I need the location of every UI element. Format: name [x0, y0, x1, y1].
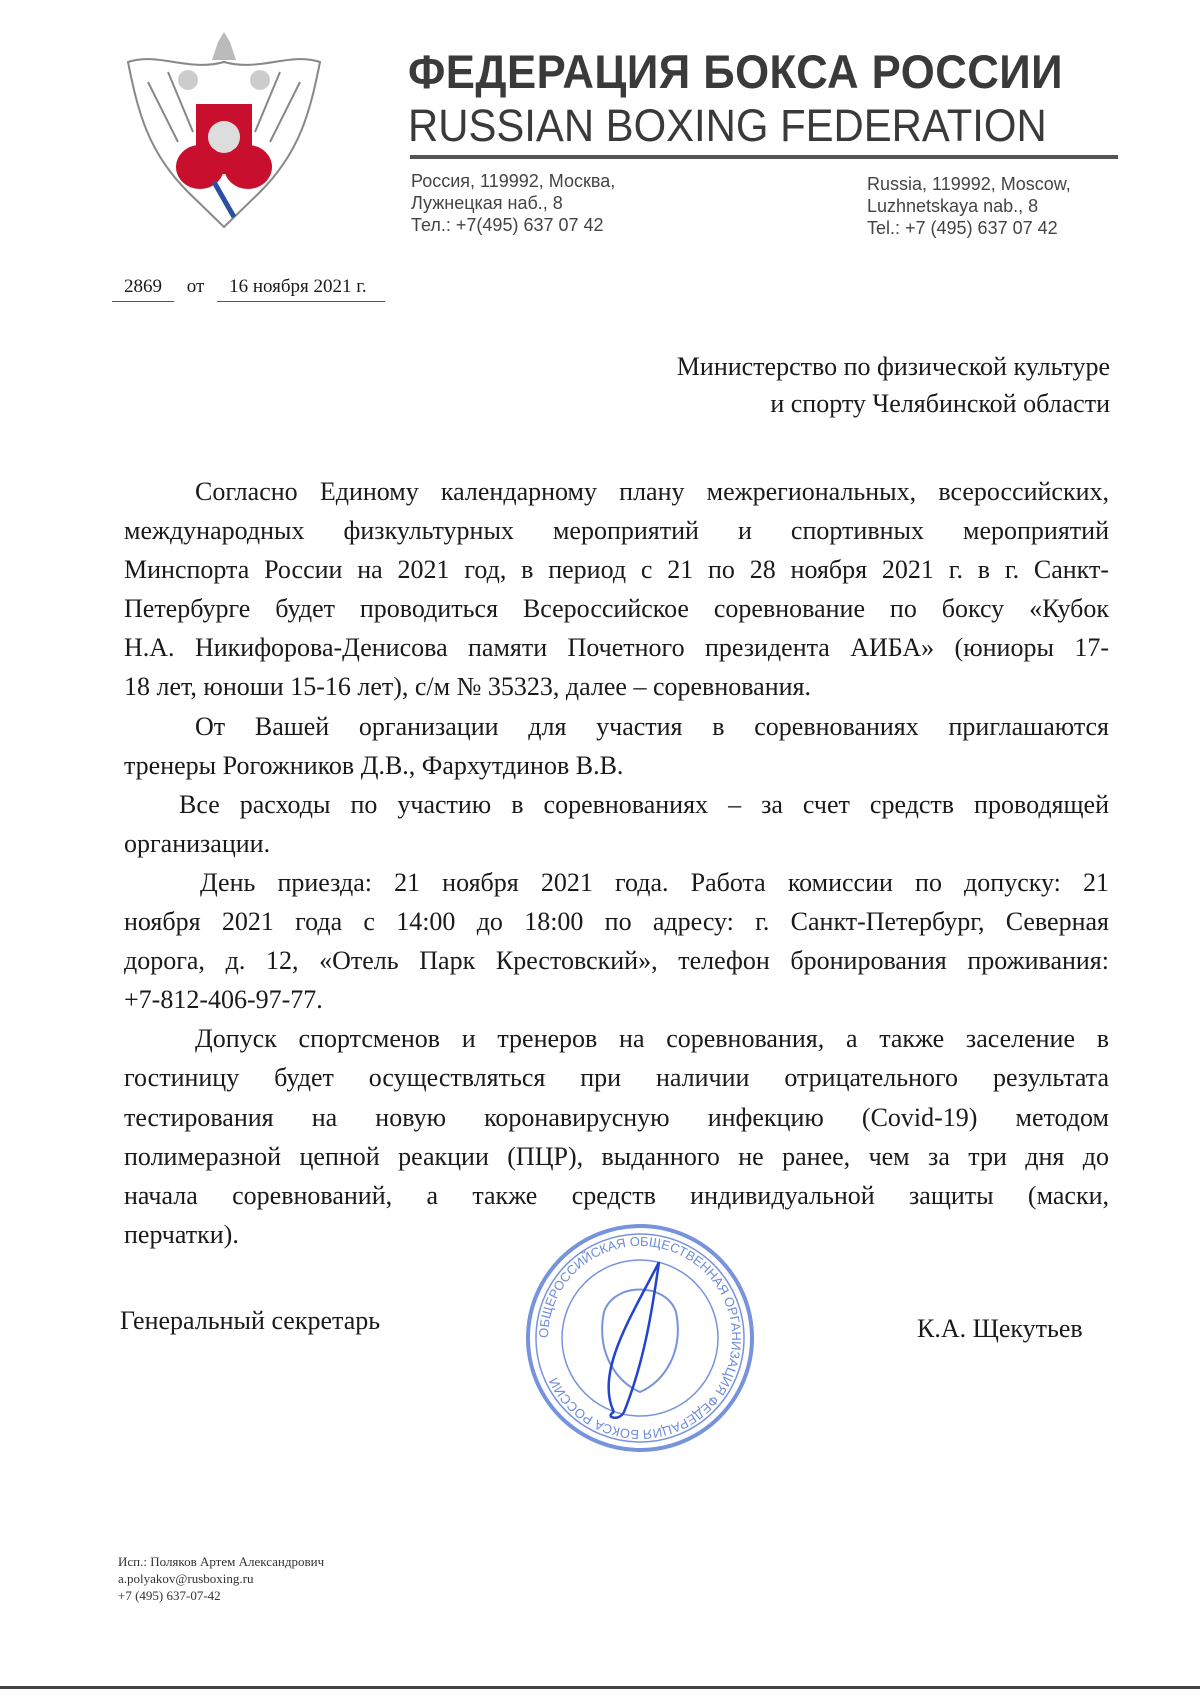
text-line: День приезда: 21 ноября 2021 года. Работа комиссии по допуску: 21: [200, 867, 1109, 897]
org-title-ru: ФЕДЕРАЦИЯ БОКСА РОССИИ: [408, 45, 1064, 98]
address-line: Россия, 119992, Москва,: [411, 171, 616, 191]
paragraph: [124, 707, 1109, 785]
executor-info: [118, 1553, 324, 1604]
reference-line: [112, 276, 385, 298]
address-line: Russia, 119992, Moscow,: [867, 174, 1071, 194]
org-title-en: RUSSIAN BOXING FEDERATION: [408, 100, 1047, 151]
text-line: Петербурге будет проводиться Всероссийское соревнование по боксу «Кубок: [124, 594, 1109, 624]
addressee-line: Министерство по физической культуре: [676, 352, 1110, 381]
paragraph: [124, 1019, 1109, 1254]
addressee-line: и спорту Челябинской области: [770, 389, 1110, 418]
signatory-position: Генеральный секретарь: [120, 1306, 381, 1335]
svg-text:ОБЩЕРОССИЙСКАЯ ОБЩЕСТВЕННАЯ ОР: [536, 1234, 744, 1442]
address-line: Tel.: +7 (495) 637 07 42: [867, 218, 1058, 238]
federation-emblem: [118, 32, 330, 237]
text-line: Минспорта России на 2021 год, в период с 21 по 28 ноября 2021 г. в г. Санкт-: [124, 555, 1109, 585]
handwritten-signature: [609, 1262, 659, 1418]
text-line: 18 лет, юноши 15-16 лет), с/м № 35323, далее – соревнования.: [124, 672, 811, 702]
document-number: 2869: [112, 276, 174, 302]
executor-email: a.polyakov@rusboxing.ru: [118, 1571, 254, 1586]
executor-phone: +7 (495) 637-07-42: [118, 1588, 221, 1603]
official-stamp: [524, 1222, 756, 1459]
text-line: ноября 2021 года с 14:00 до 18:00 по адресу: г. Санкт-Петербург, Северная: [124, 907, 1109, 937]
address-line: Luzhnetskaya nab., 8: [867, 196, 1039, 216]
address-ru: [411, 170, 615, 236]
paragraph: [124, 863, 1109, 1019]
text-line: тренеры Рогожников Д.В., Фархутдинов В.В.: [124, 750, 624, 780]
text-line: перчатки).: [124, 1219, 239, 1249]
letter-body: [124, 472, 1109, 1254]
text-line: полимеразной цепной реакции (ПЦР), выданного не ранее, чем за три дня до: [124, 1141, 1109, 1171]
scan-edge: [0, 1686, 1200, 1689]
document-date: 16 ноября 2021 г.: [217, 276, 385, 302]
text-line: Согласно Единому календарному плану межрегиональных, всероссийских,: [195, 477, 1109, 506]
text-line: гостиницу будет осуществляться при наличии отрицательного результата: [124, 1063, 1109, 1093]
stamp-text: ОБЩЕРОССИЙСКАЯ ОБЩЕСТВЕННАЯ ОРГАНИЗАЦИЯ ФЕДЕРАЦИЯ БОКСА РОССИИ: [535, 1233, 745, 1443]
address-line: Тел.: +7(495) 637 07 42: [411, 215, 604, 235]
text-line: Все расходы по участию в соревнованиях – за счет средств проводящей: [179, 789, 1109, 819]
text-line: начала соревнований, а также средств индивидуальной защиты (маски,: [124, 1180, 1109, 1210]
text-line: +7-812-406-97-77.: [124, 985, 323, 1015]
text-line: дорога, д. 12, «Отель Парк Крестовский», телефон бронирования проживания:: [124, 946, 1109, 976]
text-line: международных физкультурных мероприятий и спортивных мероприятий: [124, 516, 1109, 546]
addressee: [677, 348, 1110, 422]
text-line: Н.А. Никифорова-Денисова памяти Почетного президента АИБА» (юниоры 17-: [124, 633, 1109, 663]
text-line: От Вашей организации для участия в соревнованиях приглашаются: [195, 711, 1109, 741]
text-line: организации.: [124, 828, 271, 858]
paragraph: [124, 785, 1109, 863]
address-line: Лужнецкая наб., 8: [411, 193, 563, 213]
header-divider: [410, 155, 1118, 159]
text-line: Допуск спортсменов и тренеров на соревнования, а также заселение в: [195, 1024, 1109, 1054]
signatory-name: К.А. Щекутьев: [917, 1314, 1083, 1343]
text-line: тестирования на новую коронавирусную инфекцию (Covid-19) методом: [124, 1102, 1109, 1132]
executor-name: Исп.: Поляков Артем Александрович: [118, 1554, 325, 1569]
address-en: [867, 173, 1071, 239]
paragraph: [124, 472, 1109, 707]
from-label: от: [186, 276, 205, 297]
